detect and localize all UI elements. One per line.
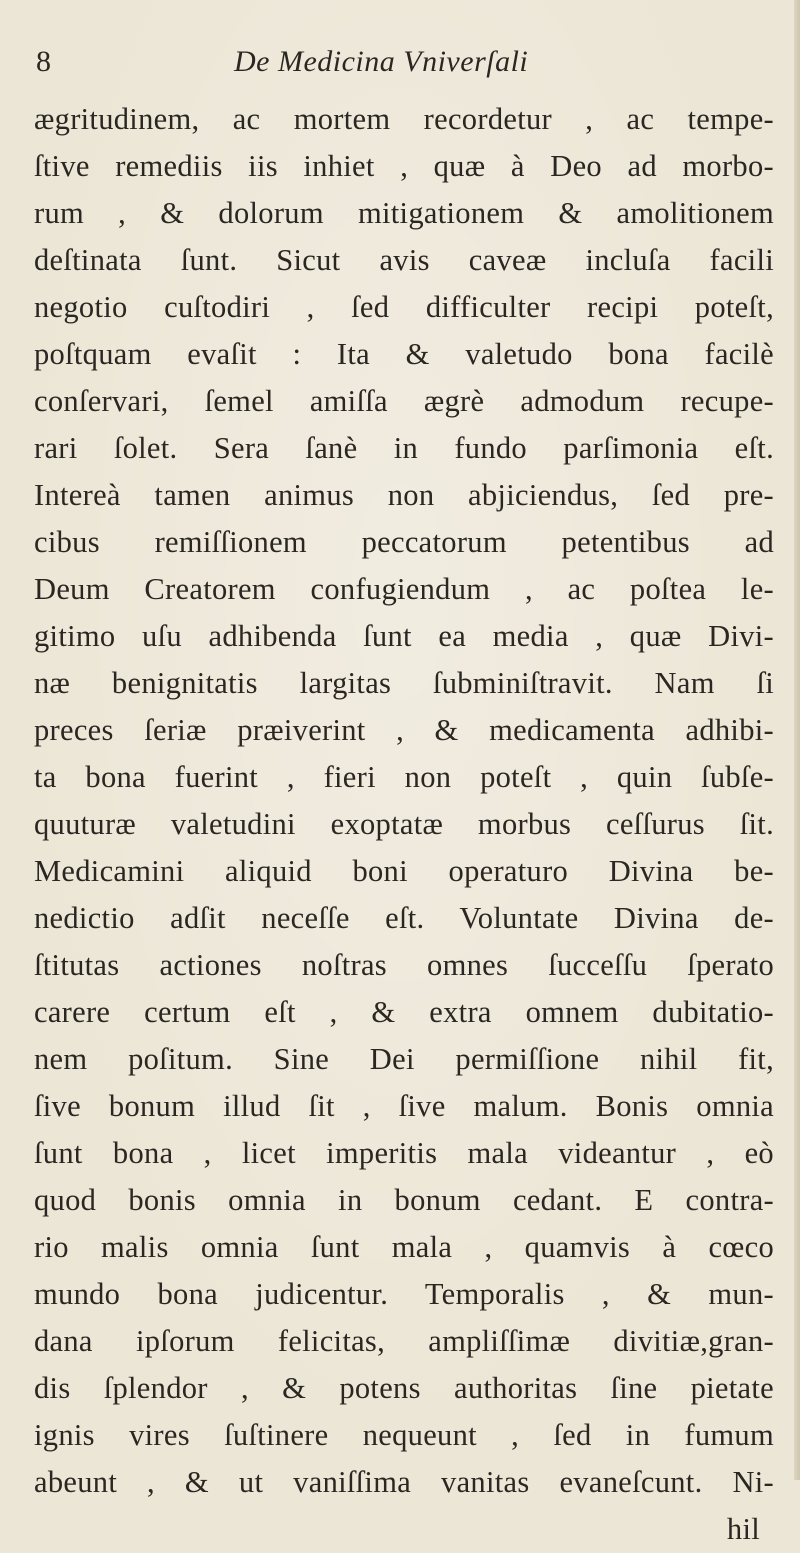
page-edge (794, 0, 800, 1480)
text-line: ignis vires ſuſtinere nequeunt , ſed in fumum (34, 1418, 774, 1452)
text-line: dana ipſorum felicitas, ampliſſimæ divitiæ,gran- (34, 1324, 774, 1358)
text-line: rio malis omnia ſunt mala , quamvis à cœco (34, 1230, 774, 1264)
text-line: abeunt , & ut vaniſſima vanitas evaneſcunt. Ni- (34, 1465, 774, 1499)
text-line: cibus remiſſionem peccatorum petentibus ad (34, 525, 774, 559)
text-line: deſtinata ſunt. Sicut avis caveæ incluſa facili (34, 243, 774, 277)
text-line: ægritudinem, ac mortem recordetur , ac tempe- (34, 102, 774, 136)
text-line: quuturæ valetudini exoptatæ morbus ceſſurus ſit. (34, 807, 774, 841)
text-line: Deum Creatorem confugiendum , ac poſtea le- (34, 572, 774, 606)
body-text (34, 96, 774, 1553)
text-line: rari ſolet. Sera ſanè in fundo parſimonia eſt. (34, 431, 774, 465)
page-number: 8 (36, 45, 51, 78)
text-line: ſtive remediis iis inhiet , quæ à Deo ad morbo- (34, 149, 774, 183)
text-line: quod bonis omnia in bonum cedant. E contra- (34, 1183, 774, 1217)
text-line: ſtitutas actiones noſtras omnes ſucceſſu ſperato (34, 948, 774, 982)
text-line: dis ſplendor , & potens authoritas ſine pietate (34, 1371, 774, 1405)
text-line: nedictio adſit neceſſe eſt. Voluntate Divina de- (34, 901, 774, 935)
text-line: Medicamini aliquid boni operaturo Divina be- (34, 854, 774, 888)
text-line: poſtquam evaſit : Ita & valetudo bona facilè (34, 337, 774, 371)
text-line: negotio cuſtodiri , ſed difficulter recipi poteſt, (34, 290, 774, 324)
text-line: Intereà tamen animus non abjiciendus, ſed pre- (34, 478, 774, 512)
text-line: næ benignitatis largitas ſubminiſtravit. Nam ſi (34, 666, 774, 700)
running-title: De Medicina Vniverſali (234, 45, 529, 78)
text-line: gitimo uſu adhibenda ſunt ea media , quæ Divi- (34, 619, 774, 653)
text-line: conſervari, ſemel amiſſa ægrè admodum recupe- (34, 384, 774, 418)
catchword: hil (726, 1512, 760, 1546)
text-line: ta bona fuerint , fieri non poteſt , quin ſubſe- (34, 760, 774, 794)
text-line: rum , & dolorum mitigationem & amolitionem (34, 196, 774, 230)
page-header (34, 42, 774, 92)
text-line: carere certum eſt , & extra omnem dubitatio- (34, 995, 774, 1029)
text-line: nem poſitum. Sine Dei permiſſione nihil fit, (34, 1042, 774, 1076)
text-line: preces ſeriæ præiverint , & medicamenta adhibi- (34, 713, 774, 747)
text-line: ſunt bona , licet imperitis mala videantur , eò (34, 1136, 774, 1170)
text-line: ſive bonum illud ſit , ſive malum. Bonis omnia (34, 1089, 774, 1123)
text-line: mundo bona judicentur. Temporalis , & mun- (34, 1277, 774, 1311)
